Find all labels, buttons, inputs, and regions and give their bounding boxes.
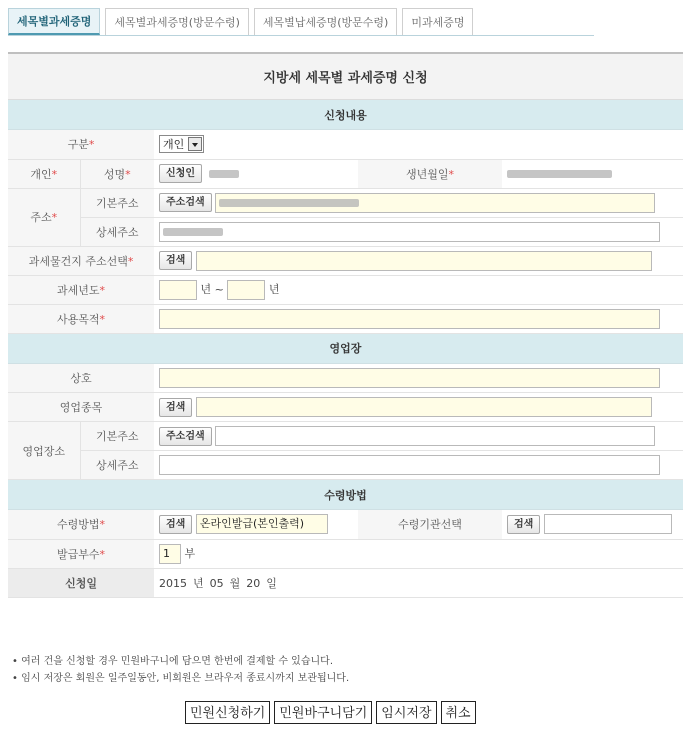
category-select[interactable] <box>159 135 204 153</box>
label-individual: 개인* <box>8 159 80 188</box>
receipt-org-input[interactable] <box>544 514 672 534</box>
row-apply-date <box>8 568 683 597</box>
row-receipt-method <box>8 510 683 539</box>
label-copies: 발급부수* <box>8 539 154 568</box>
copies-unit: 부 <box>184 546 196 560</box>
business-table <box>8 364 683 481</box>
label-tax-address: 과세물건지 주소선택* <box>8 246 154 275</box>
chevron-down-icon <box>188 137 202 151</box>
label-receipt-method: 수령방법* <box>8 510 154 539</box>
receipt-method-search-button[interactable]: 검색 <box>159 515 192 534</box>
tab-bar <box>8 8 594 36</box>
action-bar <box>185 701 476 724</box>
tax-address-search-button[interactable]: 검색 <box>159 251 192 270</box>
business-address-search-button[interactable]: 주소검색 <box>159 427 212 446</box>
row-copies <box>8 539 683 568</box>
label-category: 구분* <box>8 130 154 159</box>
note-basket: • 여러 건을 신청할 경우 민원바구니에 담으면 한번에 결제할 수 있습니다. <box>12 653 349 670</box>
submit-application-button[interactable]: 민원신청하기 <box>185 701 270 724</box>
tax-year-from-input[interactable] <box>159 280 197 300</box>
receipt-org-search-button[interactable]: 검색 <box>507 515 540 534</box>
row-basic-address <box>8 188 683 217</box>
year-unit-from: 년 <box>200 282 212 296</box>
business-detail-address-input[interactable] <box>159 455 660 475</box>
apply-date-value: 2015 년 05 월 20 일 <box>154 568 683 597</box>
label-address: 주소* <box>8 188 80 246</box>
business-type-input[interactable] <box>196 397 652 417</box>
year-unit-to: 년 <box>268 282 280 296</box>
label-business-name: 상호 <box>8 364 154 393</box>
note-temp-save: • 임시 저장은 회원은 일주일동안, 비회원은 브라우저 종료시까지 보관됩니다. <box>12 670 349 687</box>
tab-payment-cert-visit[interactable]: 세목별납세증명(방문수령) <box>254 8 397 35</box>
section-business: 영업장 <box>8 334 683 364</box>
receipt-method-input[interactable]: 온라인발급(본인출력) <box>196 514 328 534</box>
row-tax-year <box>8 275 683 304</box>
copies-input[interactable]: 1 <box>159 544 181 564</box>
label-business-detail-address: 상세주소 <box>80 451 154 480</box>
form-title: 지방세 세목별 과세증명 신청 <box>8 54 683 100</box>
tax-year-to-input[interactable] <box>227 280 265 300</box>
row-purpose <box>8 304 683 333</box>
category-value: 개인 <box>163 138 185 152</box>
application-form <box>8 52 683 598</box>
business-basic-address-input[interactable] <box>215 426 655 446</box>
temp-save-button[interactable]: 임시저장 <box>376 701 436 724</box>
label-detail-address: 상세주소 <box>80 217 154 246</box>
tax-address-input[interactable] <box>196 251 652 271</box>
request-table <box>8 130 683 334</box>
label-receipt-org: 수령기관선택 <box>358 510 502 539</box>
row-category <box>8 130 683 159</box>
redacted-address <box>219 199 359 207</box>
label-business-place: 영업장소 <box>8 422 80 480</box>
purpose-input[interactable] <box>159 309 660 329</box>
label-name: 성명* <box>80 159 154 188</box>
basic-address-input[interactable] <box>215 193 655 213</box>
section-request: 신청내용 <box>8 100 683 130</box>
row-business-basic-address <box>8 422 683 451</box>
tab-tax-cert[interactable]: 세목별과세증명 <box>8 8 100 35</box>
receipt-table <box>8 510 683 598</box>
notes <box>12 653 349 687</box>
redacted-birth <box>507 170 612 178</box>
tab-tax-cert-visit[interactable]: 세목별과세증명(방문수령) <box>105 8 248 35</box>
tab-non-tax-cert[interactable]: 미과세증명 <box>402 8 473 35</box>
row-business-name <box>8 364 683 393</box>
row-detail-address <box>8 217 683 246</box>
redacted-detail-address <box>163 228 223 236</box>
label-business-type: 영업종목 <box>8 393 154 422</box>
label-business-basic-address: 기본주소 <box>80 422 154 451</box>
row-business-detail-address <box>8 451 683 480</box>
label-purpose: 사용목적* <box>8 304 154 333</box>
label-tax-year: 과세년도* <box>8 275 154 304</box>
section-receipt: 수령방법 <box>8 480 683 510</box>
address-search-button[interactable]: 주소검색 <box>159 193 212 212</box>
business-name-input[interactable] <box>159 368 660 388</box>
detail-address-input[interactable] <box>159 222 660 242</box>
row-tax-address <box>8 246 683 275</box>
cancel-button[interactable]: 취소 <box>441 701 476 724</box>
redacted-name <box>209 170 239 178</box>
year-separator: ~ <box>214 282 224 296</box>
label-birth: 생년월일* <box>358 159 502 188</box>
label-apply-date: 신청일 <box>8 568 154 597</box>
row-business-type <box>8 393 683 422</box>
row-name <box>8 159 683 188</box>
applicant-button[interactable]: 신청인 <box>159 164 202 183</box>
label-basic-address: 기본주소 <box>80 188 154 217</box>
add-to-basket-button[interactable]: 민원바구니담기 <box>274 701 372 724</box>
business-type-search-button[interactable]: 검색 <box>159 398 192 417</box>
